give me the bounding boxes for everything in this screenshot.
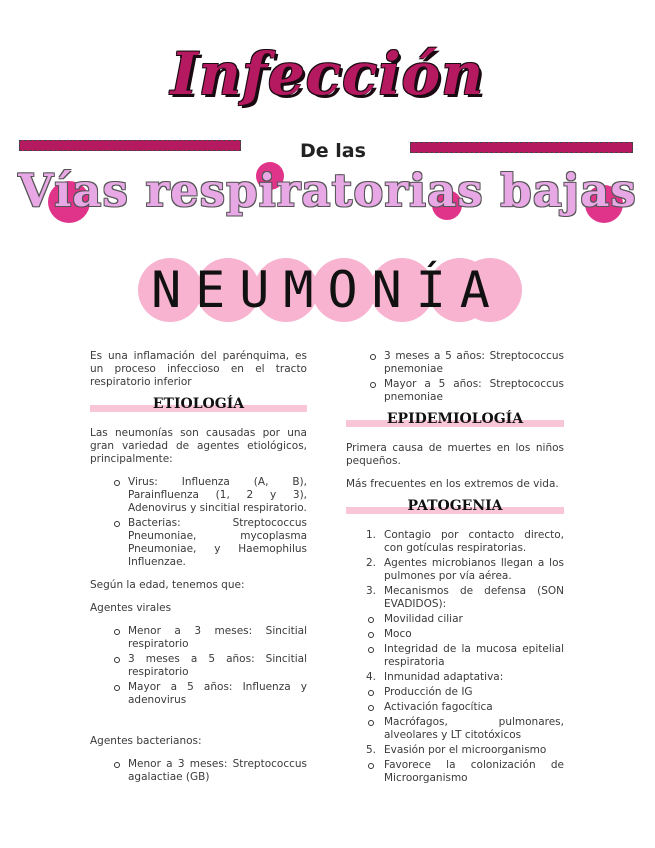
left-column (90, 350, 307, 794)
list-number: 1. (366, 529, 377, 541)
virales-label: Agentes virales (90, 602, 172, 614)
bacterianos-list-cont (346, 350, 564, 404)
list-text: Inmunidad adaptativa: (384, 671, 504, 683)
list-text: Producción de IG (384, 686, 473, 698)
list-item (384, 628, 564, 641)
decor-bar-left (19, 140, 241, 151)
etiologia-paragraph: Las neumonías son causadas por una gran variedad de agentes etiológicos, principalmente: (90, 427, 307, 465)
list-item: Menor a 3 meses: Streptococcus agalactiae (GB) (128, 758, 307, 783)
patogenia-heading: PATOGENIA (346, 501, 564, 521)
list-item (384, 716, 564, 742)
list-text: Evasión por el microorganismo (384, 744, 547, 756)
epidemiologia-paragraph-1: Primera causa de muertes en los niños pequeños. (346, 442, 564, 467)
list-item: Menor a 3 meses: Sincitial respiratorio (128, 625, 307, 650)
list-item (366, 557, 564, 583)
list-item (366, 671, 564, 684)
list-item: Bacterias: Streptococcus Pneumoniae, mycoplasma Pneumoniae, y Haemophilus Influenzae. (128, 517, 307, 568)
list-item (366, 529, 564, 555)
edad-paragraph: Según la edad, tenemos que: (90, 579, 245, 591)
list-item (366, 585, 564, 611)
bacterianos-label: Agentes bacterianos: (90, 735, 202, 747)
list-item: 3 meses a 5 años: Sincitial respiratorio (128, 653, 307, 678)
virales-list (90, 625, 307, 707)
list-item (384, 613, 564, 626)
etiologia-heading: ETIOLOGÍA (90, 399, 307, 419)
list-text: Agentes microbianos llegan a los pulmones por vía aérea. (384, 557, 564, 582)
list-text: Mecanismos de defensa (SON EVADIDOS): (384, 585, 564, 610)
subtitle: De las (300, 140, 366, 162)
decor-bar-right (410, 142, 633, 153)
list-text: Contagio por contacto directo, con gotículas respiratorias. (384, 529, 564, 554)
list-text: Moco (384, 628, 412, 640)
list-text: Macrófagos, pulmonares, alveolares y LT citotóxicos (384, 716, 564, 741)
list-item (384, 759, 564, 785)
list-number: 3. (366, 585, 377, 597)
list-text: Activación fagocítica (384, 701, 493, 713)
list-text: Movilidad ciliar (384, 613, 463, 625)
list-number: 4. (366, 671, 377, 683)
list-item: Mayor a 5 años: Streptococcus pnemoniae (384, 378, 564, 403)
intro-paragraph: Es una inflamación del parénquima, es un proceso infeccioso en el tracto respiratorio inferior (90, 350, 307, 388)
page-title: Infección (170, 40, 485, 108)
list-item (366, 744, 564, 757)
epidemiologia-paragraph-2: Más frecuentes en los extremos de vida. (346, 478, 559, 490)
right-column (346, 350, 564, 787)
epidemiologia-heading: EPIDEMIOLOGÍA (346, 414, 564, 434)
list-text: Integridad de la mucosa epitelial respiratoria (384, 643, 564, 668)
bacterianos-list (90, 758, 307, 784)
list-item: Mayor a 5 años: Influenza y adenovirus (128, 681, 307, 706)
list-text: Favorece la colonización de Microorganismo (384, 759, 564, 784)
topic-title: NEUMONÍA (151, 261, 504, 319)
list-item: Virus: Influenza (A, B), Parainfluenza (1, 2 y 3), Adenovirus y sincitial respiratorio. (128, 476, 307, 514)
list-item: 3 meses a 5 años: Streptococcus pnemoniae (384, 350, 564, 375)
list-number: 2. (366, 557, 377, 569)
list-item (384, 686, 564, 699)
list-number: 5. (366, 744, 377, 756)
list-item (384, 643, 564, 669)
banner-title: Vías respiratorias bajas (18, 164, 637, 217)
list-item (384, 701, 564, 714)
etiologia-list (90, 476, 307, 569)
patogenia-list (346, 529, 564, 785)
